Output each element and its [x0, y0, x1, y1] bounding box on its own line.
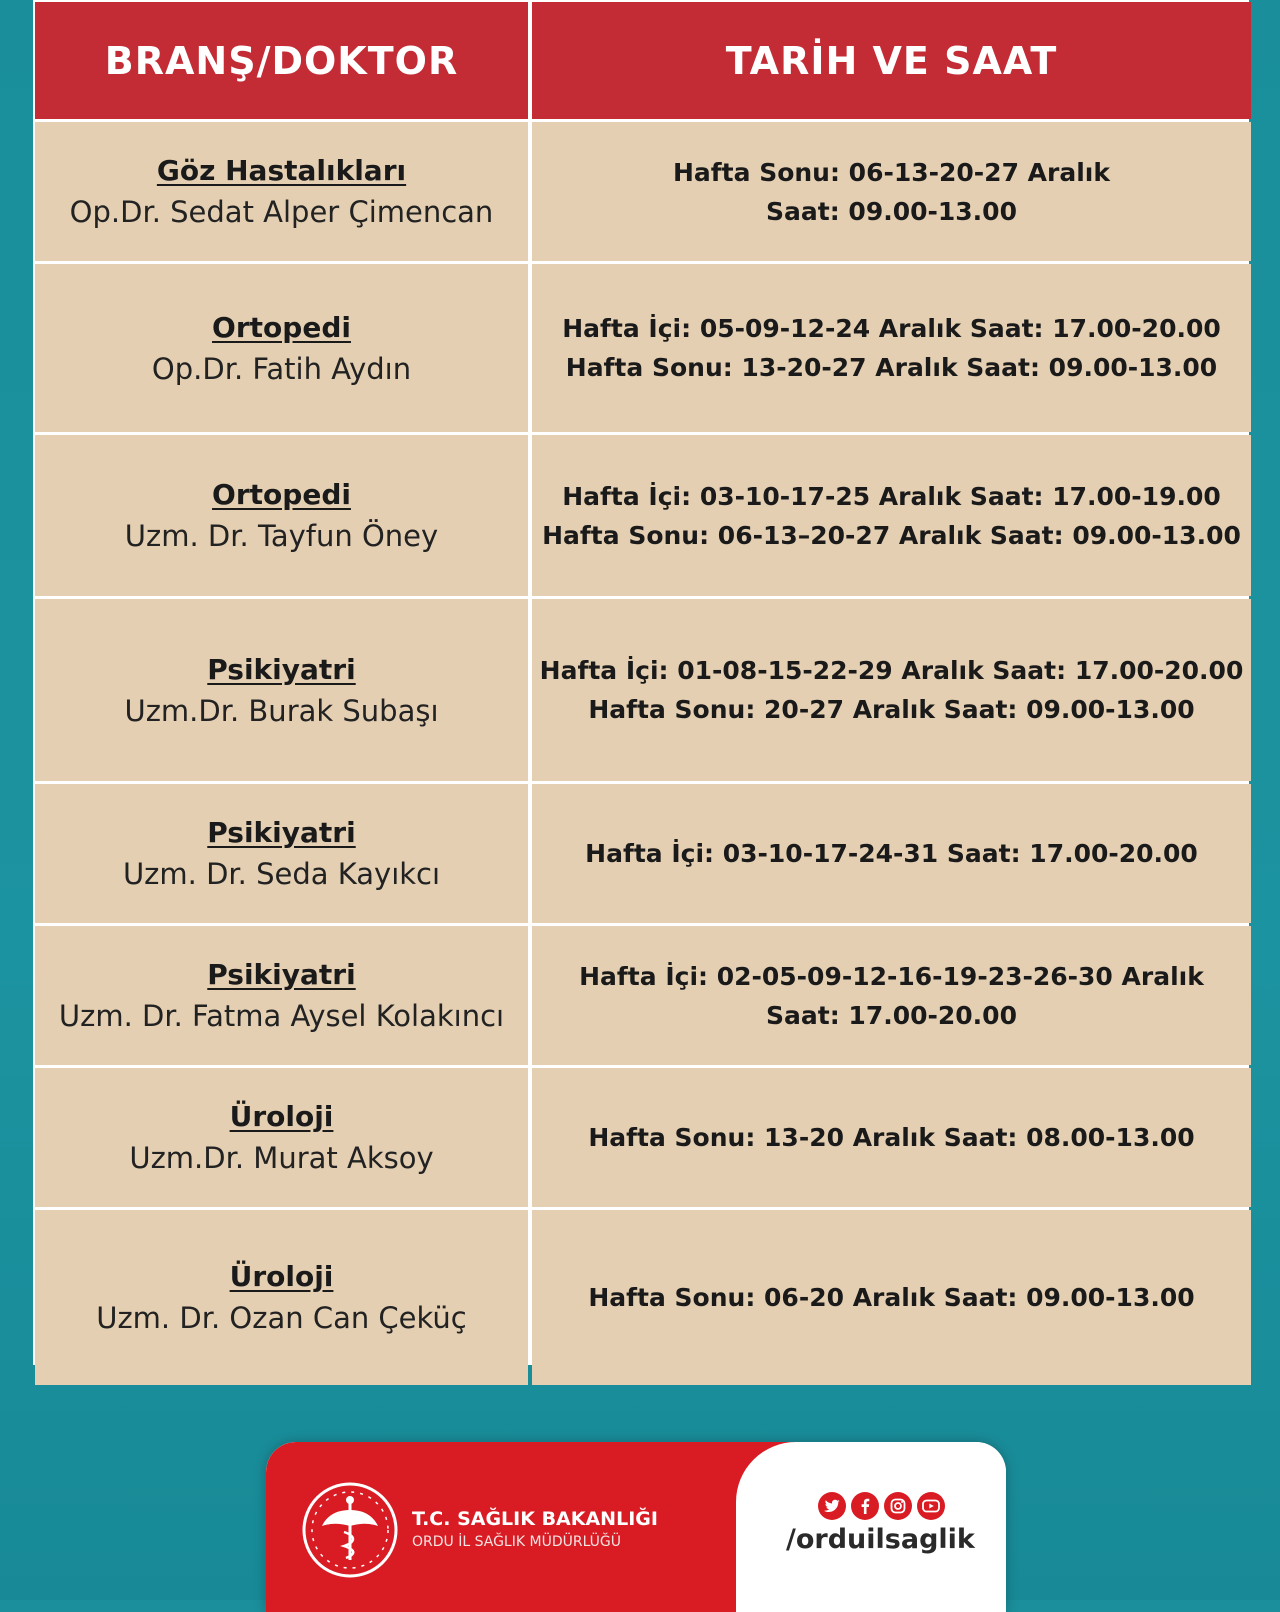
schedule-cell [532, 926, 1251, 1065]
schedule-line: Hafta İçi: 05-09-12-24 Aralık Saat: 17.00-20.00 [562, 314, 1221, 343]
doctor-name: Uzm. Dr. Ozan Can Çeküç [96, 1301, 467, 1335]
schedule-line: Saat: 17.00-20.00 [766, 1000, 1017, 1030]
ministry-logo-icon [300, 1480, 400, 1580]
branch-name: Üroloji [229, 1260, 334, 1293]
branch-doctor-cell [35, 1210, 528, 1385]
social-handle[interactable]: /orduilsaglik [786, 1524, 975, 1555]
schedule-cell [532, 599, 1251, 781]
social-icons [818, 1492, 975, 1520]
schedule-line: Hafta Sonu: 06-13–20-27 Aralık Saat: 09.00-13.00 [542, 520, 1241, 550]
doctor-name: Uzm. Dr. Seda Kayıkcı [122, 857, 441, 891]
doctor-name: Op.Dr. Sedat Alper Çimencan [69, 195, 494, 229]
branch-doctor-cell [35, 122, 528, 261]
schedule-line: Hafta Sonu: 06-20 Aralık Saat: 09.00-13.00 [588, 1283, 1195, 1312]
branch-name: Psikiyatri [207, 652, 356, 686]
schedule-line: Hafta Sonu: 13-20-27 Aralık Saat: 09.00-13.00 [565, 353, 1218, 382]
org-subtitle: ORDU İL SAĞLIK MÜDÜRLÜĞÜ [412, 1534, 622, 1550]
branch-doctor-cell [35, 435, 528, 596]
organization-name [412, 1508, 658, 1550]
youtube-icon[interactable] [917, 1492, 945, 1520]
schedule-line: Hafta İçi: 03-10-17-24-31 Saat: 17.00-20.00 [585, 839, 1198, 868]
schedule-cell [532, 784, 1251, 923]
branch-doctor-cell [35, 599, 528, 781]
schedule-cell [532, 264, 1251, 432]
schedule-cell [532, 435, 1251, 596]
branch-name: Psikiyatri [207, 816, 356, 849]
schedule-line: Hafta İçi: 01-08-15-22-29 Aralık Saat: 17.00-20.00 [539, 656, 1244, 685]
social-block [786, 1492, 975, 1555]
branch-name: Üroloji [229, 1100, 334, 1133]
branch-name: Göz Hastalıkları [156, 154, 407, 187]
schedule-line: Hafta Sonu: 20-27 Aralık Saat: 09.00-13.00 [588, 695, 1195, 724]
branch-name: Ortopedi [212, 478, 351, 511]
twitter-icon[interactable] [818, 1492, 846, 1520]
instagram-icon[interactable] [884, 1492, 912, 1520]
branch-doctor-cell [35, 264, 528, 432]
schedule-cell [532, 1210, 1251, 1385]
doctor-name: Uzm. Dr. Tayfun Öney [124, 519, 439, 553]
branch-doctor-cell [35, 784, 528, 923]
schedule-line: Hafta Sonu: 06-13-20-27 Aralık [673, 157, 1110, 187]
branch-doctor-cell [35, 1068, 528, 1207]
schedule-cell [532, 122, 1251, 261]
facebook-icon[interactable] [851, 1492, 879, 1520]
doctor-name: Uzm. Dr. Fatma Aysel Kolakıncı [58, 999, 505, 1033]
branch-name: Ortopedi [212, 310, 351, 344]
schedule-line: Hafta Sonu: 13-20 Aralık Saat: 08.00-13.00 [588, 1123, 1195, 1152]
footer-banner [266, 1442, 1006, 1612]
org-title: T.C. SAĞLIK BAKANLIĞI [412, 1508, 658, 1530]
branch-name: Psikiyatri [207, 958, 356, 991]
doctor-name: Op.Dr. Fatih Aydın [151, 351, 412, 386]
schedule-line: Hafta İçi: 02-05-09-12-16-19-23-26-30 Aralık [579, 961, 1204, 991]
doctor-name: Uzm.Dr. Burak Subaşı [124, 693, 439, 728]
schedule-cell [532, 1068, 1251, 1207]
branch-doctor-cell [35, 926, 528, 1065]
schedule-table [33, 0, 1249, 1365]
header-date-time: TARİH VE SAAT [532, 2, 1251, 119]
schedule-line: Saat: 09.00-13.00 [766, 196, 1017, 226]
schedule-line: Hafta İçi: 03-10-17-25 Aralık Saat: 17.00-19.00 [562, 481, 1221, 511]
doctor-name: Uzm.Dr. Murat Aksoy [129, 1141, 434, 1175]
header-branch-doctor: BRANŞ/DOKTOR [35, 2, 528, 119]
